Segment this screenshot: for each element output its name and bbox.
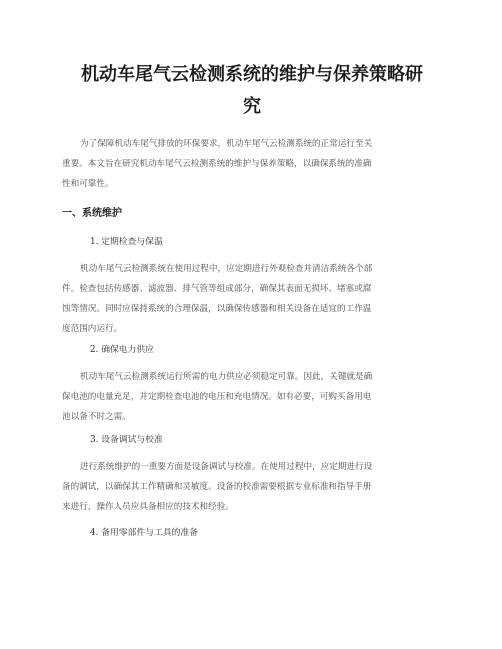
sub4-heading: 4. 备用零部件与工具的准备	[90, 528, 198, 538]
sub2-line: 池以备不时之需。	[62, 412, 131, 422]
intro-paragraph	[62, 134, 442, 194]
intro-line: 重要。本文旨在研究机动车尾气云检测系统的维护与保养策略，以确保系统的准确	[62, 159, 372, 169]
sub1-line: 机动车尾气云检测系统在使用过程中，应定期进行外观检查并清洁系统各个部	[80, 264, 373, 274]
document-title-line1: 机动车尾气云检测系统的维护与保养策略研	[81, 64, 423, 85]
sub3-line: 进行系统维护的一重要方面是设备调试与校准。在使用过程中，应定期进行设	[80, 462, 373, 472]
sub1-line: 度范围内运行。	[62, 324, 123, 334]
sub3-heading: 3. 设备调试与校准	[90, 435, 163, 445]
sub3-line: 来进行，操作人员应具备相应的技术和经验。	[62, 502, 234, 512]
sub2-heading: 2. 确保电力供应	[90, 345, 154, 355]
sub1-line: 件。检查包括传感器、滤波器、排气管等组成部分，确保其表面无损坏、堵塞或腐	[62, 284, 372, 294]
sub2-line: 保电池的电量充足，并定期检查电池的电压和充电情况。如有必要，可购买备用电	[62, 392, 372, 402]
sub2-line: 机动车尾气云检测系统运行所需的电力供应必须稳定可靠。因此，关键就是确	[80, 372, 373, 382]
intro-line: 为了保障机动车尾气排放的环保要求，机动车尾气云检测系统的正常运行至关	[80, 139, 373, 149]
section1-heading: 一、系统维护	[62, 208, 122, 219]
sub3-paragraph	[62, 457, 442, 517]
intro-line: 性和可靠性。	[62, 179, 114, 189]
sub1-paragraph	[62, 259, 442, 339]
document-title-line2: 究	[243, 96, 261, 117]
sub2-paragraph	[62, 367, 442, 427]
sub1-line: 蚀等情况。同时应保持系统的合理保温，以确保传感器和相关设备在适宜的工作温	[62, 304, 372, 314]
sub1-heading: 1. 定期检查与保温	[90, 237, 163, 247]
sub3-line: 备的调试，以确保其工作精确和灵敏度。设备的校准需要根据专业标准和指导手册	[62, 482, 372, 492]
